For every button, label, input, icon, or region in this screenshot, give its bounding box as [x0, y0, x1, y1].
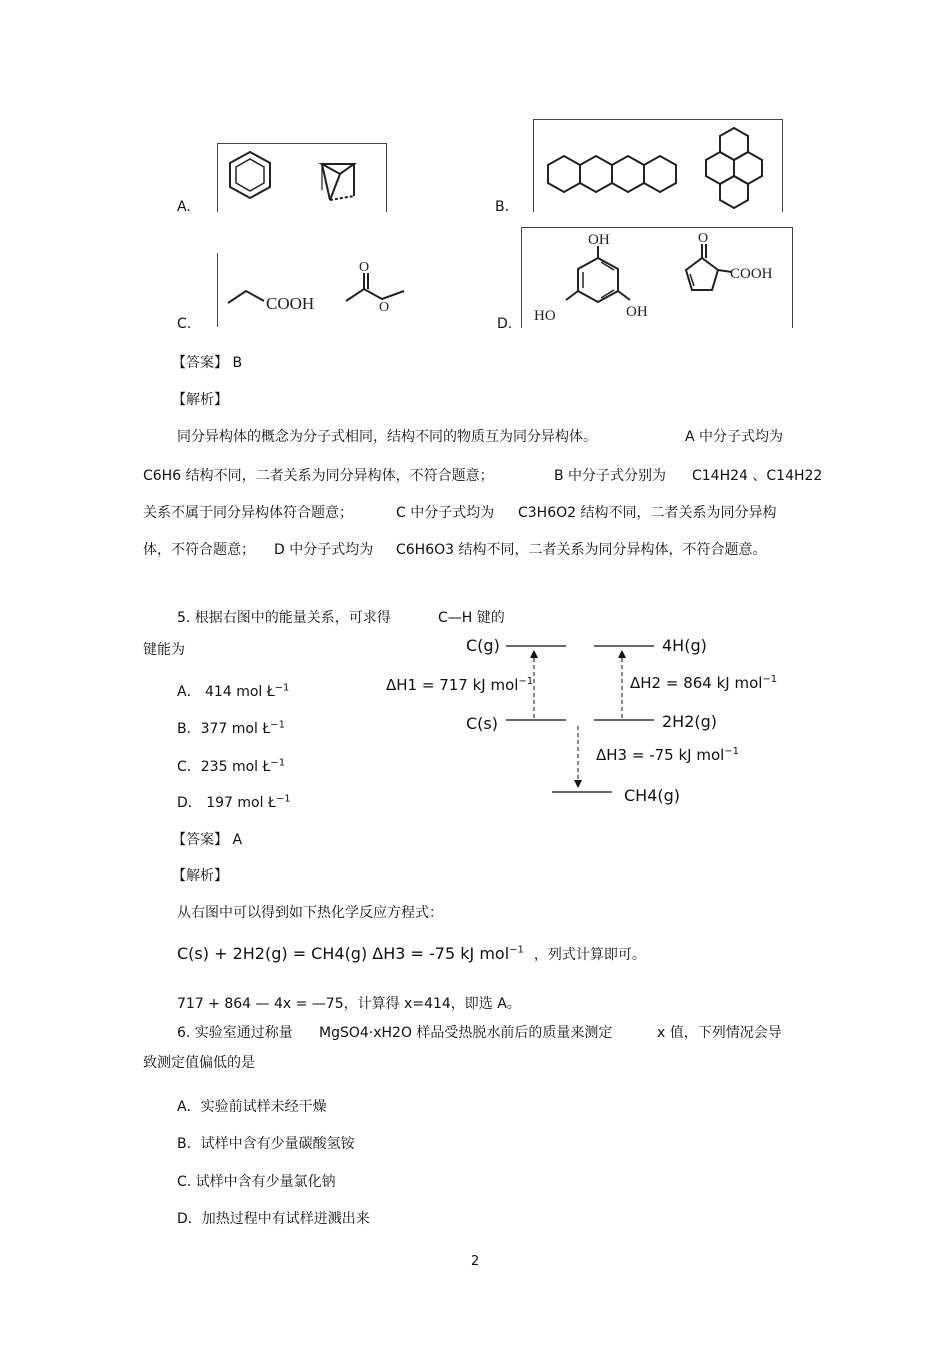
q5-option-b: B．377 mol $Ł^{-1}$ — [177, 719, 285, 737]
cs-label: C(s) — [466, 714, 498, 733]
q4-analysis-header: 【解析】 — [172, 392, 228, 408]
q4-analysis-line1b: A 中分子式均为 — [685, 429, 784, 445]
q5-option-d: D． 197 mol $Ł^{-1}$ — [177, 793, 291, 811]
q4-analysis-line4a: 体，不符合题意； — [143, 542, 255, 558]
q5-option-a: A． 414 mol $Ł^{-1}$ — [177, 682, 290, 700]
option-a-label: A. — [177, 199, 191, 215]
q4-answer: 【答案】 B — [172, 355, 243, 371]
q5-analysis-header: 【解析】 — [172, 868, 228, 884]
oh-top-text: OH — [588, 232, 610, 248]
dh1-label: ΔH1 = 717 kJ mol$^{-1}$ — [386, 676, 534, 694]
oh-right-text: OH — [626, 304, 648, 320]
q5-stem-line2: 键能为 — [143, 642, 185, 658]
q5-calc-line: 717 + 864 — 4x = —75，计算得 x=414，即选 A。 — [177, 996, 521, 1012]
option-b-structures — [533, 119, 783, 212]
cooh-d-text: COOH — [730, 266, 773, 282]
q5-stem-line1a: 5. 根据右图中的能量关系，可求得 — [177, 610, 391, 626]
q5-option-c: C．235 mol $Ł^{-1}$ — [177, 757, 286, 775]
q6-option-a: A．实验前试样未经干燥 — [177, 1099, 327, 1115]
fused-rings-image — [534, 120, 782, 212]
option-d-structures — [521, 227, 793, 328]
q5-equation: C(s) + 2H2(g) = CH4(g) ΔH3 = -75 kJ mol$^{-1}$ ，列式计算即可。 — [177, 944, 646, 963]
q4-analysis-line1a: 同分异构体的概念为分子式相同，结构不同的物质互为同分异构体。 — [177, 429, 597, 445]
q6-stem-line2: 致测定值偏低的是 — [143, 1055, 255, 1071]
option-a-structures — [217, 143, 387, 212]
cooh-text: COOH — [266, 294, 315, 313]
q4-analysis-line2b: B 中分子式分别为 — [554, 468, 667, 484]
phloroglucinol-cyclopentenone-image — [522, 228, 792, 328]
ester-o-text: O — [379, 300, 390, 315]
q4-analysis-line2a: C6H6 结构不同，二者关系为同分异构体，不符合题意； — [143, 468, 494, 484]
q4-analysis-line2c: C14H24 、C14H22 — [692, 468, 823, 484]
q6-option-c: C. 试样中含有少量氯化钠 — [177, 1174, 336, 1190]
q4-analysis-line4c: C6H6O3 结构不同，二者关系为同分异构体，不符合题意。 — [396, 542, 767, 558]
q6-stem-line1c: x 值，下列情况会导 — [657, 1025, 782, 1041]
q5-answer: 【答案】 A — [172, 832, 243, 848]
q4-analysis-line3c: C3H6O2 结构不同，二者关系为同分异构 — [518, 505, 777, 521]
option-c-label: C. — [177, 316, 192, 332]
cg-label: C(g) — [466, 636, 500, 655]
ketone-o-text: O — [698, 231, 709, 246]
ch4g-label: CH4(g) — [624, 786, 681, 805]
q4-analysis-line4b: D 中分子式均为 — [274, 542, 374, 558]
q6-stem-line1b: MgSO4·xH2O 样品受热脱水前后的质量来测定 — [319, 1025, 613, 1041]
ho-left-text: HO — [534, 308, 556, 324]
dh2-label: ΔH2 = 864 kJ mol$^{-1}$ — [630, 674, 778, 692]
carbonyl-o-text: O — [359, 260, 370, 275]
q6-option-b: B．试样中含有少量碳酸氢铵 — [177, 1136, 355, 1152]
energy-levels-svg — [380, 630, 800, 810]
option-d-label: D. — [497, 316, 513, 332]
page-number: 2 — [471, 1254, 480, 1269]
option-c-structures — [217, 253, 423, 327]
benzene-prismane-image — [218, 144, 386, 212]
q5-analysis-line1: 从右图中可以得到如下热化学反应方程式： — [177, 905, 443, 921]
q6-stem-line1a: 6. 实验室通过称量 — [177, 1025, 293, 1041]
q4-analysis-line3b: C 中分子式均为 — [396, 505, 495, 521]
option-b-label: B. — [495, 199, 510, 215]
q4-analysis-line3a: 关系不属于同分异构体符合题意； — [143, 505, 353, 521]
h2g-label: 2H2(g) — [662, 712, 718, 731]
h4g-label: 4H(g) — [662, 636, 707, 655]
energy-diagram — [380, 630, 800, 810]
q6-option-d: D．加热过程中有试样迸溅出来 — [177, 1211, 370, 1227]
q5-stem-line1b: C—H 键的 — [438, 610, 505, 626]
dh3-label: ΔH3 = -75 kJ mol$^{-1}$ — [596, 746, 740, 764]
propanoic-acid-methyl-acetate-image — [218, 253, 423, 327]
